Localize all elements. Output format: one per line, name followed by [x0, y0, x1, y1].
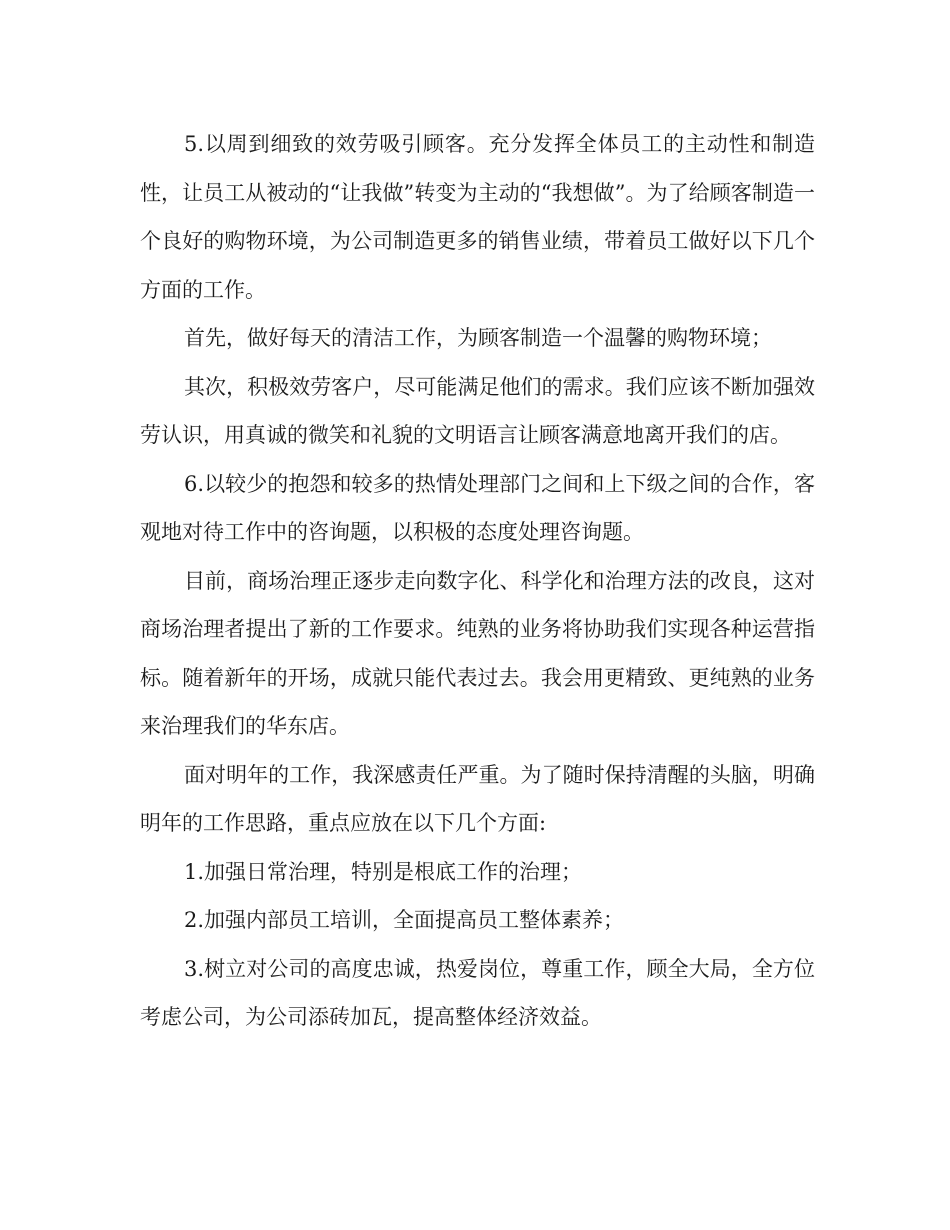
- paragraph-cooperation-point-6: 6.以较少的抱怨和较多的热情处理部门之间和上下级之间的合作，客观地对待工作中的咨询题，以积极的态度处理咨询题。: [140, 471, 815, 544]
- document-body: [140, 120, 815, 1042]
- list-item-1: 1.加强日常治理，特别是根底工作的治理；: [184, 859, 583, 884]
- paragraph-current-management: 目前，商场治理正逐步走向数字化、科学化和治理方法的改良，这对商场治理者提出了新的工作要求。纯熟的业务将协助我们实现各种运营指标。随着新年的开场，成就只能代表过去。我会用更精致、更纯熟的业务来治理我们的华东店。: [140, 568, 815, 738]
- paragraph-service-point-5: 5.以周到细致的效劳吸引顾客。充分发挥全体员工的主动性和制造性，让员工从被动的“让我做”转变为主动的“我想做”。为了给顾客制造一个良好的购物环境，为公司制造更多的销售业绩，带着员工做好以下几个方面的工作。: [140, 132, 815, 302]
- list-item-2: 2.加强内部员工培训，全面提高员工整体素养；: [184, 908, 625, 932]
- paragraph-first-cleaning: 首先，做好每天的清洁工作，为顾客制造一个温馨的购物环境；: [184, 326, 772, 350]
- paragraph-second-customers: 其次，积极效劳客户，尽可能满足他们的需求。我们应该不断加强效劳认识，用真诚的微笑和礼貌的文明语言让顾客满意地离开我们的店。: [140, 374, 815, 447]
- paragraph-next-year-focus: 面对明年的工作，我深感责任严重。为了随时保持清醒的头脑，明确明年的工作思路，重点应放在以下几个方面:: [140, 762, 815, 835]
- list-item-3: 3.树立对公司的高度忠诚，热爱岗位，尊重工作，顾全大局，全方位考虑公司，为公司添砖加瓦，提高整体经济效益。: [140, 956, 815, 1029]
